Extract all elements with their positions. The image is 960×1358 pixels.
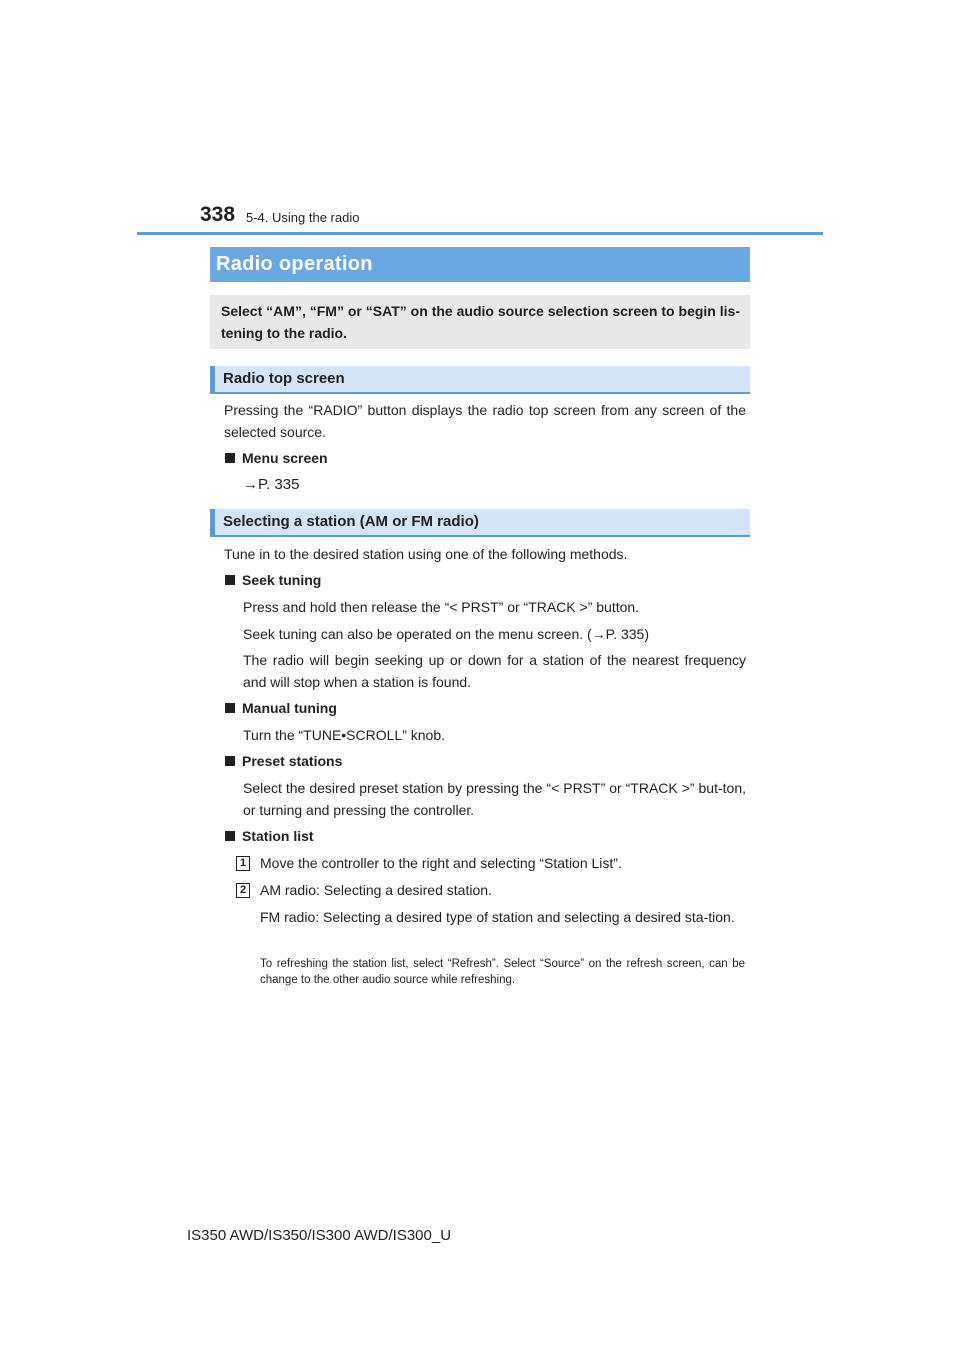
- preset-stations-label: Preset stations: [242, 753, 343, 769]
- station-list-step-2: AM radio: Selecting a desired station.: [260, 882, 492, 898]
- seek-tuning-label: Seek tuning: [242, 572, 322, 588]
- menu-screen-page-ref[interactable]: →P. 335: [243, 476, 300, 493]
- manual-tuning-label: Manual tuning: [242, 700, 337, 716]
- bullet-square-icon: [225, 453, 235, 463]
- station-list-note: To refreshing the station list, select “Refresh”. Select “Source” on the refresh screen, can be change to the other audio source while refreshing.: [260, 958, 745, 986]
- bullet-square-icon: [225, 575, 235, 585]
- station-list-label: Station list: [242, 828, 314, 844]
- intro-box: Select “AM”, “FM” or “SAT” on the audio source selection screen to begin lis-tening to the radio.: [210, 295, 750, 349]
- selecting-station-description: Tune in to the desired station using one of the following methods.: [224, 546, 628, 562]
- bullet-square-icon: [225, 831, 235, 841]
- menu-screen-label: Menu screen: [242, 450, 328, 466]
- seek-tuning-line-3: The radio will begin seeking up or down for a station of the nearest frequency and will stop when a station is found.: [243, 652, 746, 690]
- bullet-square-icon: [225, 756, 235, 766]
- page-number: 338: [200, 203, 236, 226]
- seek-tuning-line-1: Press and hold then release the “< PRST” or “TRACK >” button.: [243, 599, 640, 615]
- footer-model: IS350 AWD/IS350/IS300 AWD/IS300_U: [187, 1227, 452, 1244]
- manual-tuning-text: Turn the “TUNE•SCROLL” knob.: [243, 727, 446, 743]
- seek-tuning-line-2: Seek tuning can also be operated on the menu screen. (→P. 335): [243, 626, 650, 642]
- heading-selecting-station: Selecting a station (AM or FM radio): [210, 509, 750, 537]
- preset-stations-text: Select the desired preset station by pressing the “< PRST” or “TRACK >” but-ton, or turning and pressing the controller.: [243, 780, 746, 818]
- step-number-badge: 1: [236, 856, 250, 871]
- section-title: 5-4. Using the radio: [246, 210, 360, 225]
- station-list-fm-text: FM radio: Selecting a desired type of station and selecting a desired sta-tion.: [260, 909, 735, 925]
- bullet-square-icon: [225, 703, 235, 713]
- station-list-step-1: Move the controller to the right and selecting “Station List”.: [260, 855, 622, 871]
- step-number-badge: 2: [236, 883, 250, 898]
- page-title: Radio operation: [210, 247, 750, 282]
- header-divider: [137, 232, 823, 235]
- radio-top-description: Pressing the “RADIO” button displays the radio top screen from any screen of the selected source.: [224, 402, 746, 440]
- heading-radio-top-screen: Radio top screen: [210, 366, 750, 394]
